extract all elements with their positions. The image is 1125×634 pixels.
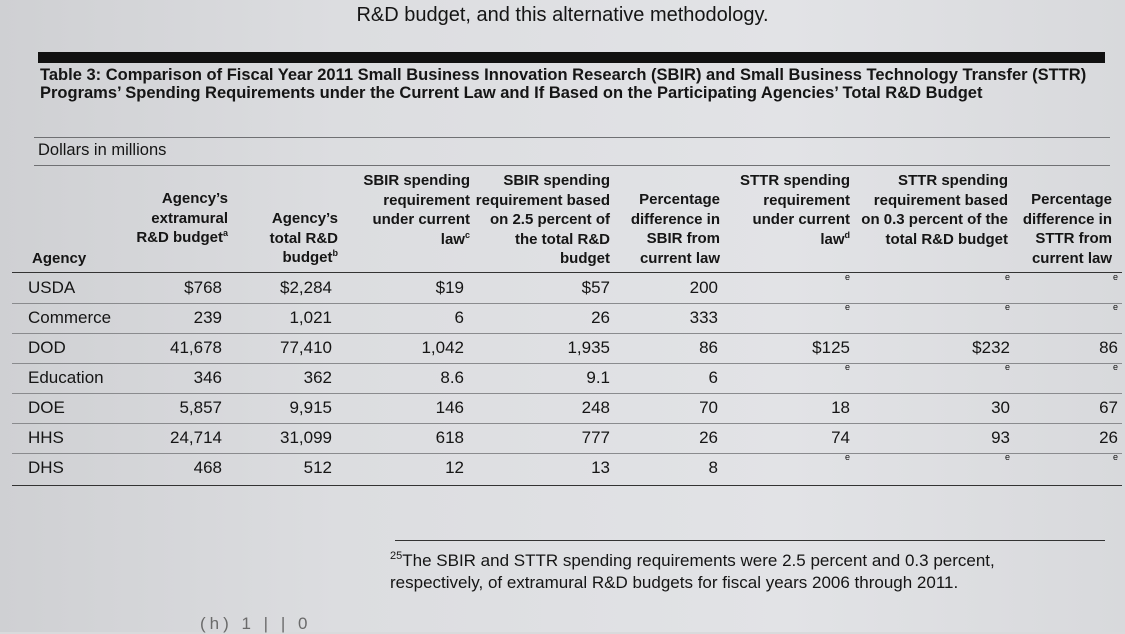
cell-agency: DOD xyxy=(28,338,66,357)
cell-total-rd: 9,915 xyxy=(289,398,332,417)
cell-total-rd: 77,410 xyxy=(280,338,332,357)
header-agency: Agency xyxy=(32,250,87,267)
cell-sttr-req: e xyxy=(844,272,850,282)
cell-sbir-pct: 86 xyxy=(699,338,718,357)
caption-rule xyxy=(34,137,1110,138)
cell-sttr-alt: e xyxy=(1004,272,1010,282)
header-sttr-alternative: STTR spending requirement based on 0.3 percent of the total R&D budget xyxy=(861,172,1008,248)
cell-agency: DHS xyxy=(28,458,64,477)
cell-sbir-alt: 777 xyxy=(581,428,610,447)
cell-sttr-req: 74 xyxy=(831,428,850,447)
cell-extramural: $768 xyxy=(184,278,222,297)
cell-sbir-req: 8.6 xyxy=(440,368,464,387)
cell-extramural: 41,678 xyxy=(170,338,222,357)
cell-total-rd: 31,099 xyxy=(280,428,332,447)
cell-sttr-pct: e xyxy=(1112,272,1118,282)
table-top-bar xyxy=(38,52,1105,63)
header-sttr-requirement: STTR spending requirement under current law$^d$ xyxy=(740,172,850,248)
cell-sbir-req: 12 xyxy=(445,458,464,477)
table-row xyxy=(0,394,1125,424)
cell-sbir-alt: $57 xyxy=(581,278,610,297)
header-sbir-alternative: SBIR spending requirement based on 2.5 percent of the total R&D budget xyxy=(475,172,610,267)
cell-sbir-pct: 6 xyxy=(708,368,718,387)
cell-extramural: 346 xyxy=(193,368,222,387)
cell-agency: USDA xyxy=(28,278,76,297)
header-total-rd: Agency’s total R&D budget$^b$ xyxy=(269,210,338,266)
table-caption: Table 3: Comparison of Fiscal Year 2011 Small Business Innovation Research (SBIR) and Small Business Technology Transfer (STTR) Programs’ Spending Requirements under the Current Law and If Based on the Participating Agencies’ Total R&D Budget xyxy=(40,66,1087,102)
cell-total-rd: 1,021 xyxy=(289,308,332,327)
cell-sttr-req: $125 xyxy=(812,338,850,357)
cell-sbir-pct: 70 xyxy=(699,398,718,417)
cell-agency: DOE xyxy=(28,398,65,417)
cell-sbir-req: $19 xyxy=(435,278,464,297)
cell-sbir-pct: 200 xyxy=(689,278,718,297)
footnote-text: The SBIR and STTR spending requirements were 2.5 percent and 0.3 percent, respectively, of extramural R&D budgets for fiscal years 2006 through 2011. xyxy=(390,551,995,592)
footnote-rule xyxy=(395,540,1105,541)
cell-sbir-alt: 1,935 xyxy=(567,338,610,357)
cell-sbir-req: 6 xyxy=(454,308,464,327)
footnote xyxy=(390,550,1090,594)
cell-sttr-req: 18 xyxy=(831,398,850,417)
cell-extramural: 468 xyxy=(193,458,222,477)
cell-agency: Commerce xyxy=(28,308,112,327)
units-rule xyxy=(34,165,1110,166)
cell-agency: Education xyxy=(28,368,104,387)
table-row xyxy=(0,274,1125,304)
table-bottom-rule xyxy=(12,485,1122,486)
cell-sttr-alt: e xyxy=(1004,302,1010,312)
cell-sbir-req: 1,042 xyxy=(421,338,464,357)
cell-sttr-pct: 67 xyxy=(1099,398,1118,417)
cell-extramural: 5,857 xyxy=(179,398,222,417)
units-note: Dollars in millions xyxy=(38,141,167,159)
cell-sttr-alt: e xyxy=(1004,452,1010,462)
table-row xyxy=(0,304,1125,334)
cell-sbir-alt: 248 xyxy=(581,398,610,417)
cell-sttr-pct: e xyxy=(1112,452,1118,462)
cell-sttr-pct: 86 xyxy=(1099,338,1118,357)
next-page-bleed-text: (h) 1 | | 0 xyxy=(200,614,312,633)
cell-sbir-alt: 13 xyxy=(591,458,610,477)
cell-sttr-alt: $232 xyxy=(972,338,1010,357)
table-row xyxy=(0,334,1125,364)
table-row xyxy=(0,454,1125,484)
cell-sttr-alt: e xyxy=(1004,362,1010,372)
cell-sttr-alt: 30 xyxy=(991,398,1010,417)
footnote-number: 25 xyxy=(390,550,403,562)
cell-extramural: 24,714 xyxy=(170,428,222,447)
cell-sbir-req: 618 xyxy=(435,428,464,447)
header-extramural: Agency’s extramural R&D budget$^a$ xyxy=(136,190,228,246)
cell-total-rd: $2,284 xyxy=(280,278,332,297)
cell-sbir-alt: 9.1 xyxy=(586,368,610,387)
cell-sbir-alt: 26 xyxy=(591,308,610,327)
cell-sttr-pct: e xyxy=(1112,302,1118,312)
cell-total-rd: 512 xyxy=(303,458,332,477)
table-row xyxy=(0,424,1125,454)
cell-agency: HHS xyxy=(28,428,64,447)
cell-sttr-req: e xyxy=(844,452,850,462)
cell-sttr-pct: 26 xyxy=(1099,428,1118,447)
cell-total-rd: 362 xyxy=(303,368,332,387)
header-sttr-percentage: Percentage difference in STTR from current law xyxy=(1022,191,1112,267)
cell-sttr-req: e xyxy=(844,362,850,372)
header-sbir-requirement: SBIR spending requirement under current law$^c$ xyxy=(363,172,470,248)
cell-sttr-pct: e xyxy=(1112,362,1118,372)
cell-sbir-pct: 26 xyxy=(699,428,718,447)
table-row xyxy=(0,364,1125,394)
header-sbir-percentage: Percentage difference in SBIR from current law xyxy=(630,191,720,267)
cell-extramural: 239 xyxy=(193,308,222,327)
cell-sbir-pct: 8 xyxy=(708,458,718,477)
cell-sbir-pct: 333 xyxy=(689,308,718,327)
cell-sbir-req: 146 xyxy=(435,398,464,417)
cell-sttr-alt: 93 xyxy=(991,428,1010,447)
intro-text: R&D budget, and this alternative methodology. xyxy=(356,4,769,26)
cell-sttr-req: e xyxy=(844,302,850,312)
